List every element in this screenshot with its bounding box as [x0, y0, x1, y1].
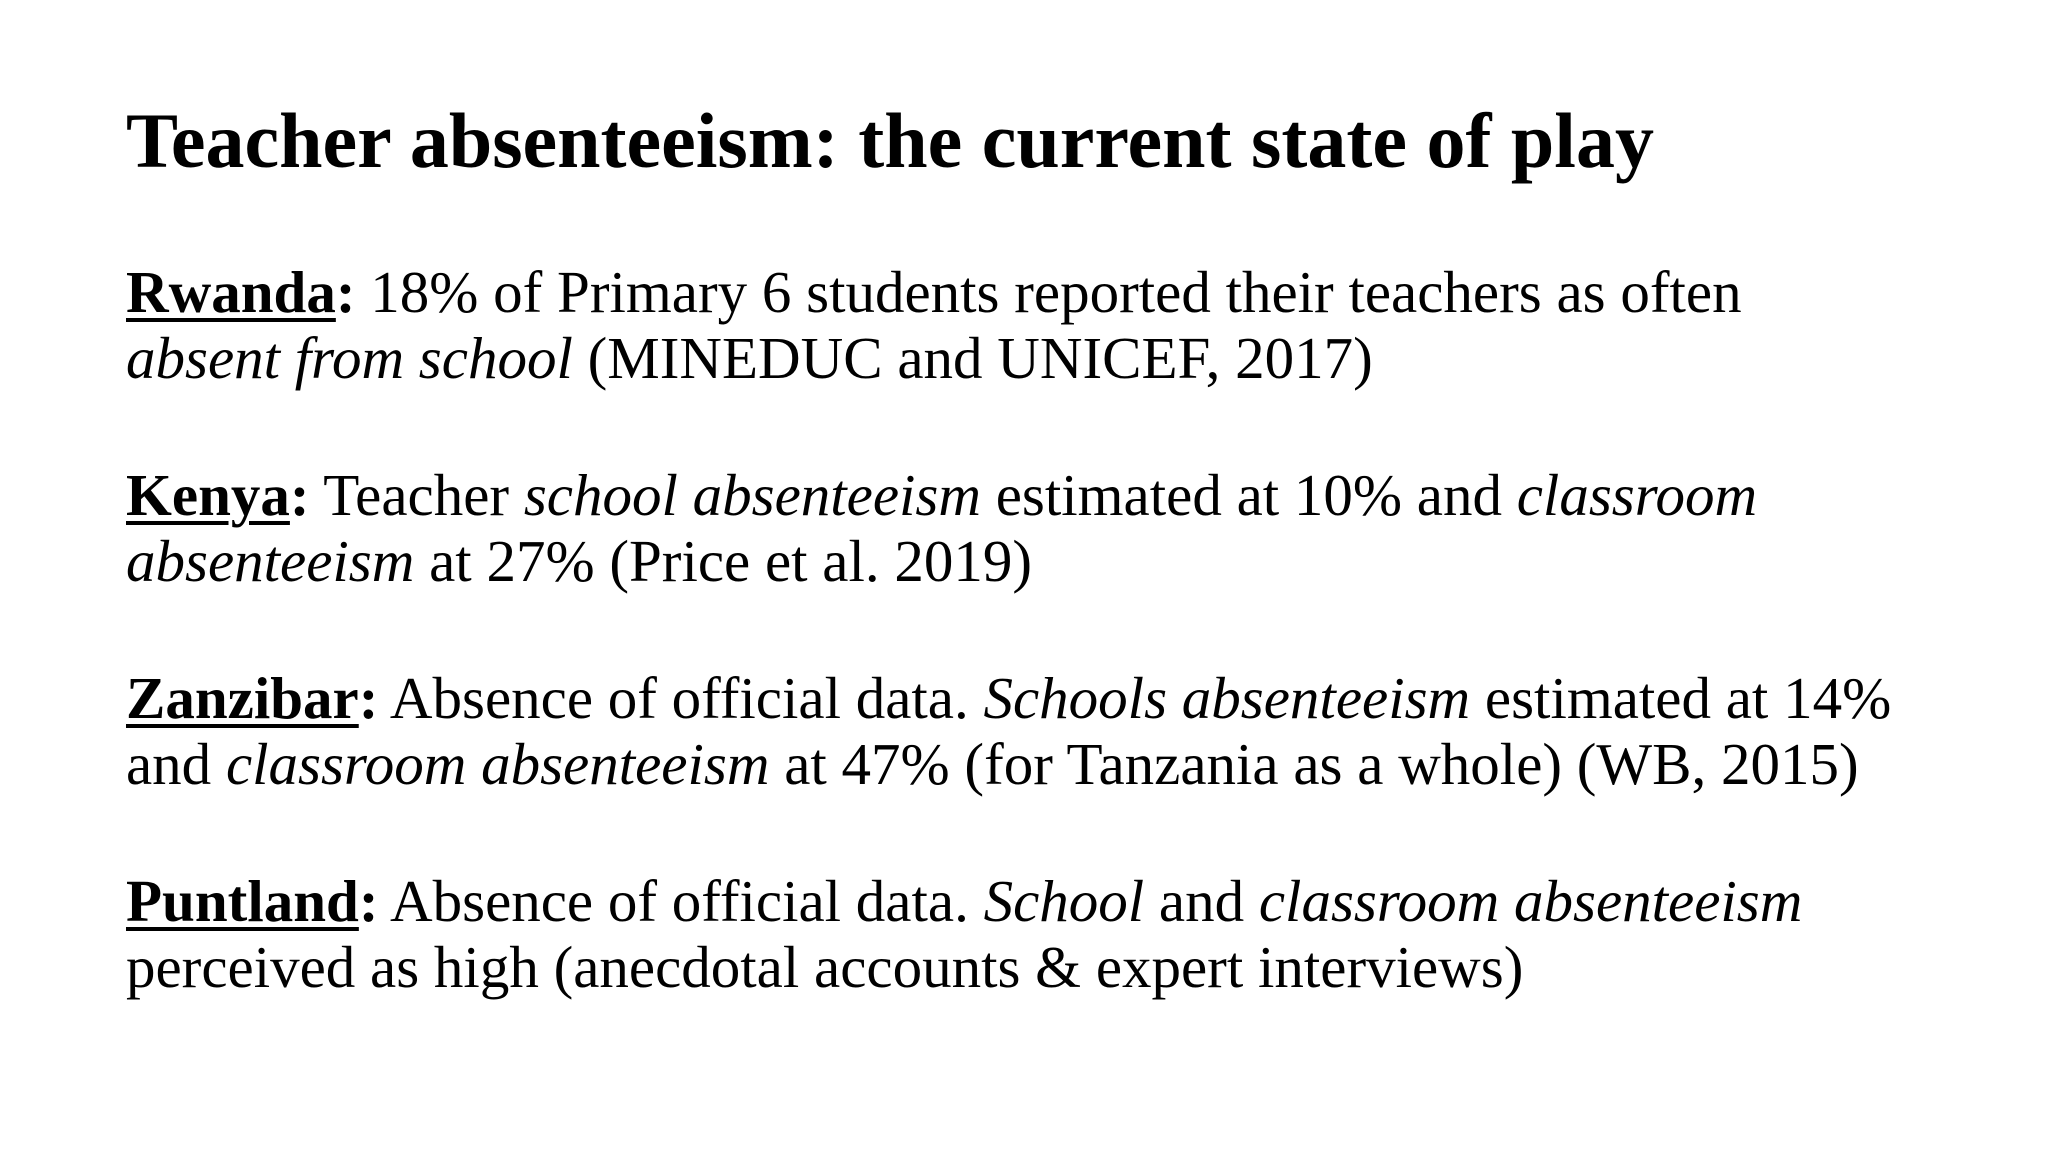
entry-line: [126, 868, 2026, 934]
entry-text: Teacher: [309, 462, 524, 528]
entry-text: (MINEDUC and UNICEF, 2017): [572, 325, 1373, 391]
label-colon: :: [358, 665, 379, 731]
label-colon: :: [289, 462, 310, 528]
label-colon: :: [335, 259, 356, 325]
entry-kenya: [126, 462, 2026, 594]
entry-zanzibar: [126, 665, 2026, 797]
entry-line: [126, 934, 2026, 1000]
slide-title: Teacher absenteeism: the current state of play: [126, 97, 1654, 184]
entry-line: [126, 731, 2026, 797]
entry-text: and: [126, 731, 226, 797]
country-label: Zanzibar: [126, 665, 359, 731]
entry-line: [126, 259, 2026, 325]
entry-line: [126, 665, 2026, 731]
country-label: Rwanda: [126, 259, 336, 325]
emphasis-text: Schools absenteeism: [983, 665, 1471, 731]
emphasis-text: classroom absenteeism: [1258, 868, 1803, 934]
entry-text: estimated at 14%: [1470, 665, 1892, 731]
entry-line: [126, 462, 2026, 528]
entry-puntland: [126, 868, 2026, 1000]
entry-text: Absence of official data.: [378, 868, 984, 934]
country-label: Puntland: [126, 868, 359, 934]
emphasis-text: School: [983, 868, 1145, 934]
emphasis-text: school absenteeism: [523, 462, 981, 528]
emphasis-text: absenteeism: [126, 528, 415, 594]
entry-text: at 47% (for Tanzania as a whole) (WB, 2015): [769, 731, 1859, 797]
entry-rwanda: [126, 259, 2026, 391]
entry-text: at 27% (Price et al. 2019): [414, 528, 1033, 594]
emphasis-text: classroom absenteeism: [225, 731, 770, 797]
entry-text: perceived as high (anecdotal accounts & expert interviews): [126, 934, 1524, 1000]
emphasis-text: classroom: [1516, 462, 1758, 528]
label-colon: :: [358, 868, 379, 934]
emphasis-text: absent from school: [126, 325, 573, 391]
entry-text: Absence of official data.: [378, 665, 984, 731]
entry-text: and: [1144, 868, 1259, 934]
entry-text: estimated at 10% and: [980, 462, 1517, 528]
country-label: Kenya: [126, 462, 290, 528]
entry-line: [126, 528, 2026, 594]
entry-line: [126, 325, 2026, 391]
entry-text: 18% of Primary 6 students reported their teachers as often: [355, 259, 1742, 325]
